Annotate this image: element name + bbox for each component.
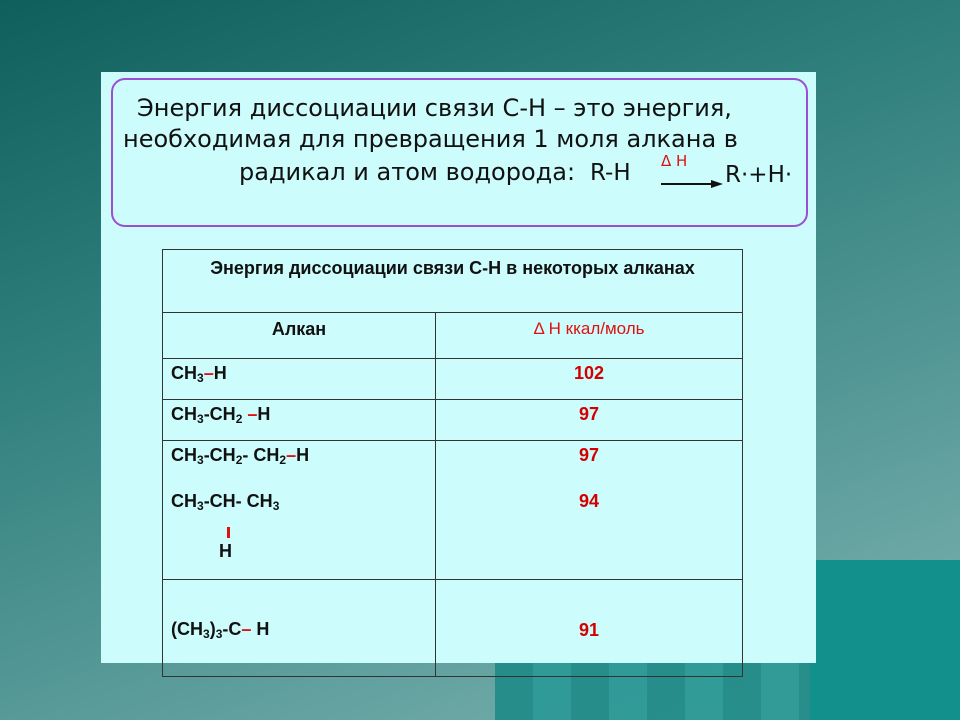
table-row xyxy=(163,441,743,580)
table-row xyxy=(163,580,743,677)
energy-values-propane xyxy=(436,441,743,580)
reactant-formula: R-H xyxy=(590,160,631,186)
reaction-arrow-icon xyxy=(661,178,723,190)
propane-primary: $CH_3-CH_2-$ $CH_2-H$ xyxy=(171,445,310,467)
column-header-energy: Δ H ккал/моль xyxy=(436,313,743,359)
alkane-ethane: $CH_3-CH_2$ –H xyxy=(163,400,436,441)
column-header-alkane: Алкан xyxy=(163,313,436,359)
energy-value: 94 xyxy=(578,491,600,511)
energy-value: 91 xyxy=(436,580,743,677)
table-title: Энергия диссоциации связи С-Н в некоторых алканах xyxy=(163,250,743,313)
propane-secondary: $CH_3-CH-$ $CH_3$ xyxy=(171,491,280,513)
h-atom-label: H xyxy=(219,541,232,561)
table-row xyxy=(163,359,743,400)
dissociation-energy-table xyxy=(162,249,743,677)
definition-line-3: радикал и атом водорода: xyxy=(239,158,576,186)
alkane-propane xyxy=(163,441,436,580)
energy-value: 97 xyxy=(578,445,600,465)
bond-mark xyxy=(227,527,230,538)
alkane-methane: $CH_3-H$ xyxy=(163,359,436,400)
energy-value: 97 xyxy=(436,400,743,441)
definition-line-2: необходимая для превращения 1 моля алкана в xyxy=(123,125,738,153)
slide-content xyxy=(101,72,816,663)
table-row xyxy=(163,400,743,441)
definition-box xyxy=(111,78,808,227)
energy-value: 102 xyxy=(436,359,743,400)
decorative-block xyxy=(810,560,960,720)
arrow-label: Δ H xyxy=(661,152,688,170)
alkane-isobutane: $(CH_3)_3-C-$ H xyxy=(163,580,436,677)
definition-line-1: Энергия диссоциации связи С-Н – это энергия, xyxy=(137,94,732,122)
products-formula: R·+H· xyxy=(725,162,793,188)
